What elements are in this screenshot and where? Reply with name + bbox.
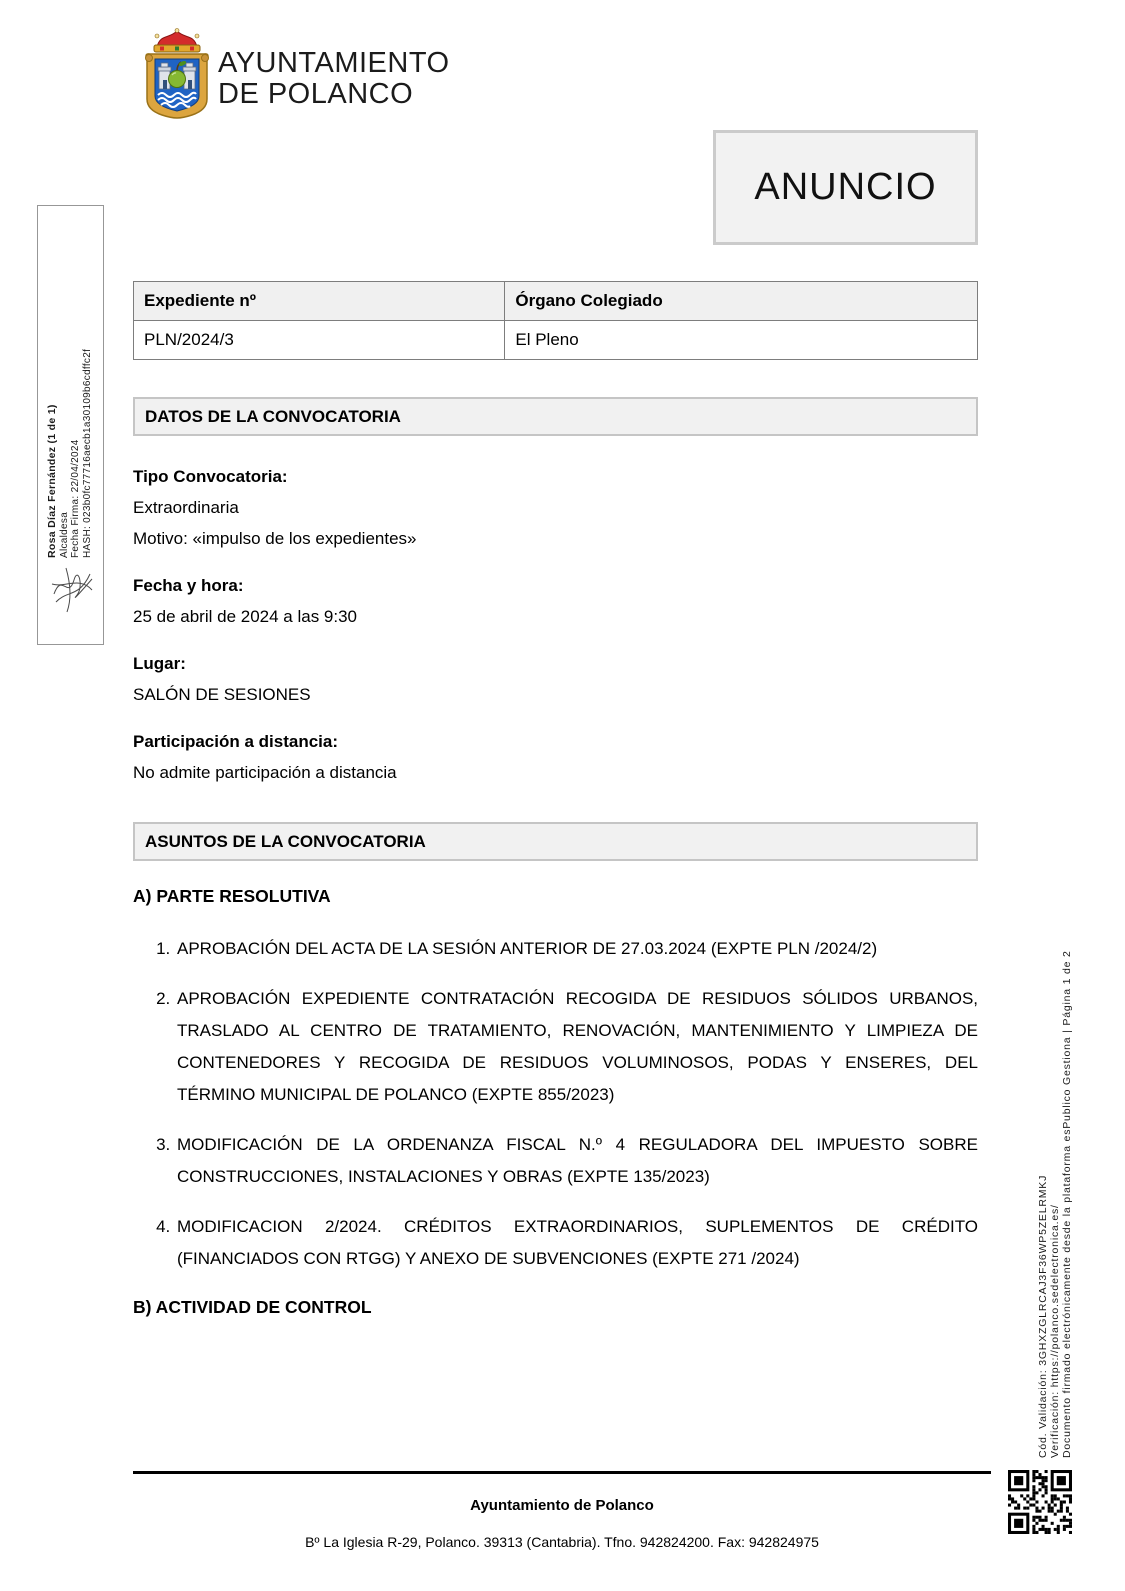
handwritten-signature-icon	[46, 554, 98, 624]
cell-expediente-value: PLN/2024/3	[134, 321, 505, 360]
footer-address: Bº La Iglesia R-29, Polanco. 39313 (Cantabria). Tfno. 942824200. Fax: 942824975	[305, 1534, 819, 1550]
platform-note: Documento firmado electrónicamente desde la plataforma esPublico Gestiona | Página 1 de 2	[1060, 950, 1073, 1458]
section-title-datos: DATOS DE LA CONVOCATORIA	[145, 406, 401, 426]
field-label: Participación a distancia:	[133, 732, 339, 751]
table-row	[134, 321, 978, 360]
field-participacion	[133, 726, 978, 788]
field-lugar	[133, 648, 978, 710]
footer-org-name: Ayuntamiento de Polanco	[470, 1497, 654, 1514]
field-label: Lugar:	[133, 654, 186, 673]
section-bar-datos	[133, 397, 978, 436]
field-label: Tipo Convocatoria:	[133, 467, 288, 486]
verification-url: Verificación: https://polanco.sedelectronica.es/	[1048, 1204, 1061, 1458]
section-title-asuntos: ASUNTOS DE LA CONVOCATORIA	[145, 831, 426, 851]
field-value: Motivo: «impulso de los expedientes»	[133, 529, 417, 548]
agenda-item: 1. APROBACIÓN DEL ACTA DE LA SESIÓN ANTERIOR DE 27.03.2024 (EXPTE PLN /2024/2)	[175, 933, 978, 965]
agenda-item: 3. MODIFICACIÓN DE LA ORDENANZA FISCAL N.º 4 REGULADORA DEL IMPUESTO SOBRE CONSTRUCCIONES, INSTALACIONES Y OBRAS (EXPTE 135/2023)	[175, 1129, 978, 1193]
signature-sidebar	[37, 205, 104, 645]
field-value: No admite participación a distancia	[133, 763, 397, 782]
signature-date: Fecha Firma: 22/04/2024	[70, 439, 81, 558]
cell-organo-value: El Pleno	[505, 321, 978, 360]
convocation-details	[133, 461, 978, 804]
org-name	[218, 48, 450, 110]
signature-hash: HASH: 023b0fc77716aecb1a30109b6cdffc2f	[81, 348, 93, 558]
field-label: Fecha y hora:	[133, 576, 244, 595]
section-bar-asuntos	[133, 822, 978, 861]
agenda-item: 2. APROBACIÓN EXPEDIENTE CONTRATACIÓN RECOGIDA DE RESIDUOS SÓLIDOS URBANOS, TRASLADO AL CENTRO DE TRATAMIENTO, RENOVACIÓN, MANTENIMIENTO Y LIMPIEZA DE CONTENEDORES Y RECOGIDA DE RESIDUOS VOLUMINOSOS, PODAS Y ENSERES, DEL TÉRMINO MUNICIPAL DE POLANCO (EXPTE 855/2023)	[175, 983, 978, 1111]
qr-code-icon	[1008, 1470, 1072, 1534]
signer-role: Alcaldesa	[58, 511, 70, 558]
polanco-coat-of-arms-icon	[141, 27, 213, 119]
org-name-line2: DE POLANCO	[218, 78, 414, 110]
signer-name: Rosa Díaz Fernández (1 de 1)	[46, 404, 58, 558]
agenda-item: 4. MODIFICACION 2/2024. CRÉDITOS EXTRAORDINARIOS, SUPLEMENTOS DE CRÉDITO (FINANCIADOS CON RTGG) Y ANEXO DE SUBVENCIONES (EXPTE 271 /2024)	[175, 1211, 978, 1275]
org-name-line1: AYUNTAMIENTO	[218, 47, 450, 79]
agenda	[133, 886, 978, 1318]
validation-code: Cód. Validación: 3GHXZGLRCAJ3F36WP5ZELRMKJ	[1037, 1174, 1049, 1458]
agenda-part-b-title: B) ACTIVIDAD DE CONTROL	[133, 1297, 372, 1317]
field-value: Extraordinaria	[133, 498, 239, 517]
agenda-list	[133, 933, 978, 1275]
field-tipo-convocatoria	[133, 461, 978, 554]
header-expediente: Expediente nº	[134, 282, 505, 321]
announcement-title-box	[713, 130, 978, 245]
table-header-row	[134, 282, 978, 321]
agenda-part-a-title: A) PARTE RESOLUTIVA	[133, 886, 331, 906]
case-info-table	[133, 281, 978, 360]
footer-divider	[133, 1471, 991, 1474]
signature-metadata	[47, 349, 93, 558]
validation-metadata	[1038, 950, 1073, 1458]
field-value: SALÓN DE SESIONES	[133, 685, 311, 704]
field-value: 25 de abril de 2024 a las 9:30	[133, 607, 358, 626]
field-fecha-hora	[133, 570, 978, 632]
header-organo: Órgano Colegiado	[505, 282, 978, 321]
announcement-title: ANUNCIO	[754, 166, 937, 208]
